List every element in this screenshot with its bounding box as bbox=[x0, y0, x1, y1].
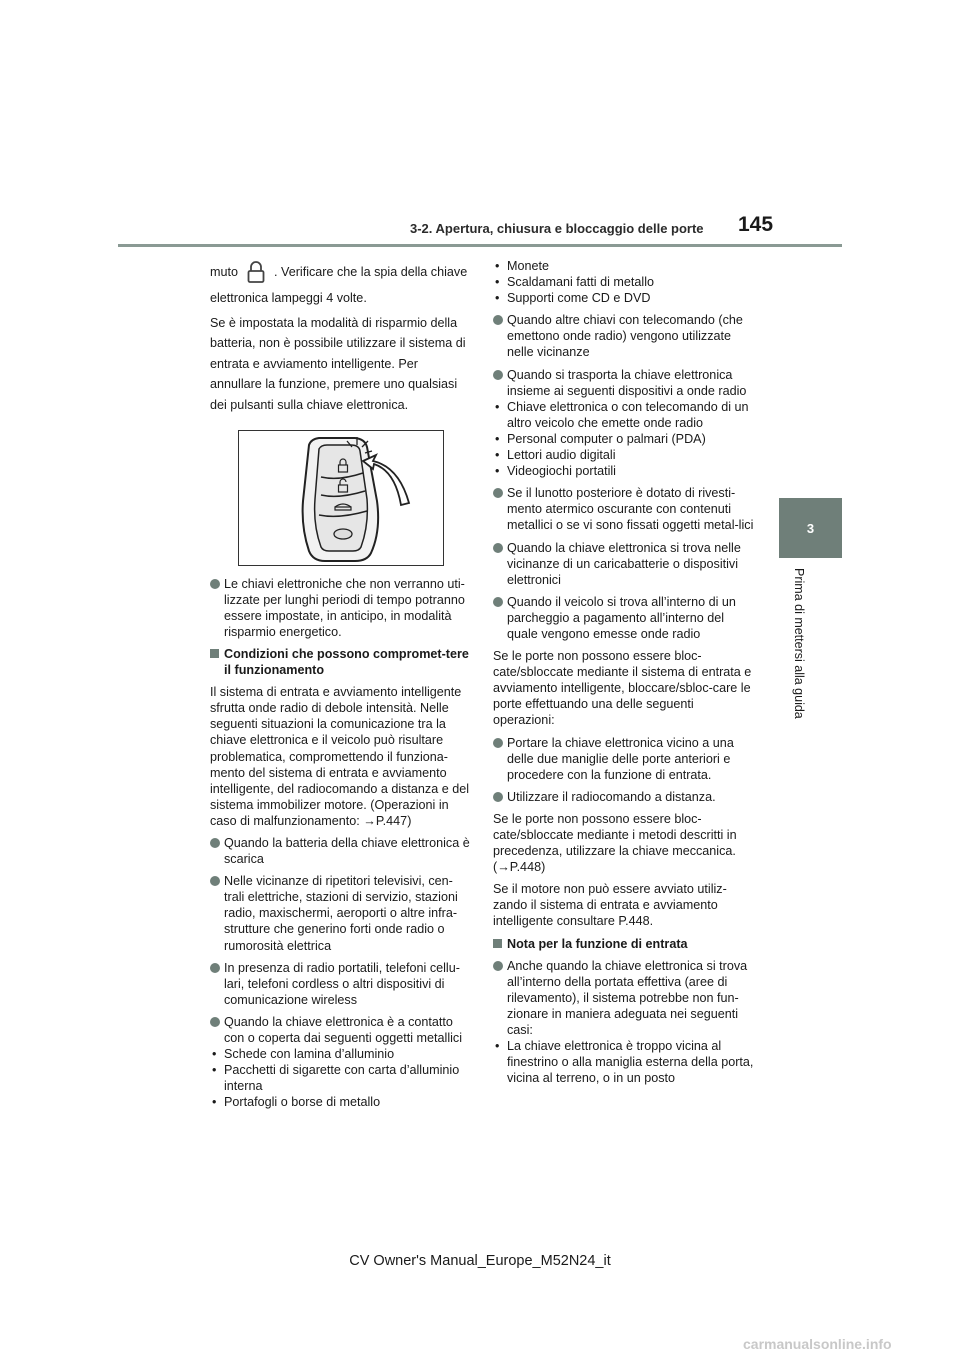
metal-items-cont-list bbox=[493, 258, 755, 306]
bullet-metal-objects bbox=[210, 1014, 472, 1111]
bullet-repeaters: Nelle vicinanze di ripetitori televisivi, cen-trali elettriche, stazioni di servizio, stazioni radio, maxischermi, aeroporti o altre infra-strutture che generino forti onde radio o rumorosità elettrica bbox=[210, 873, 472, 953]
lead-rest: elettronica lampeggi 4 volte. bbox=[210, 291, 367, 305]
bullet-entry-range bbox=[493, 958, 755, 1087]
left-column bbox=[210, 258, 472, 1110]
right-column bbox=[493, 258, 755, 1092]
chapter-number: 3 bbox=[806, 520, 815, 536]
doors-paragraph: Se le porte non possono essere bloc-cate/sbloccate mediante il sistema di entrata e avviamento intelligente, bloccare/sbloc-care le porte effettuando una delle seguenti operazioni: bbox=[493, 649, 752, 728]
bullet-unused-keys: Le chiavi elettroniche che non verranno uti-lizzate per lunghi periodi di tempo potranno essere impostate, in anticipo, in modalità risparmio energetico. bbox=[210, 576, 472, 640]
key-fob-figure bbox=[238, 430, 444, 566]
list-item: • La chiave elettronica è troppo vicina al finestrino o alla maniglia esterna della porta, vicina al terreno, o in un posto bbox=[493, 1038, 755, 1086]
page-number: 145 bbox=[738, 213, 774, 236]
mechanical-key-paragraph: Se le porte non possono essere bloc-cate/sbloccate mediante i metodi descritti in precedenza, utilizzare la chiave meccanica. (→P.448) bbox=[493, 811, 737, 875]
list-item: • Schede con lamina d’alluminio bbox=[210, 1046, 472, 1062]
bullet-entry-text: Anche quando la chiave elettronica si trova all’interno della portata effettiva (aree di rilevamento), il sistema potrebbe non fun-zionare in maniera adeguata nei seguenti casi: bbox=[507, 958, 748, 1038]
battery-save-paragraph: Se è impostata la modalità di risparmio della batteria, non è possibile utilizzare il sistema di entrata e avviamento intelligente. Per annullare la funzione, premere uno qualsiasi dei pulsanti sulla chiave elettronica. bbox=[210, 315, 466, 412]
bullet-metal-text: Quando la chiave elettronica è a contatto con o coperta dai seguenti oggetti metallici bbox=[224, 1014, 463, 1045]
list-item: • Monete bbox=[493, 258, 755, 274]
metal-items-list bbox=[210, 1046, 472, 1110]
bullet-door-handles: Portare la chiave elettronica vicino a una delle due maniglie delle porte anteriori e procedere con la funzione di entrata. bbox=[493, 735, 755, 783]
lead-line bbox=[210, 258, 472, 286]
watermark: carmanualsonline.info bbox=[743, 1336, 892, 1352]
header-rule bbox=[118, 244, 842, 247]
list-item: • Videogiochi portatili bbox=[493, 463, 755, 479]
chapter-tab bbox=[779, 498, 842, 558]
lead-before-icon: muto bbox=[210, 264, 238, 279]
carried-items-list bbox=[493, 399, 755, 479]
lead-after-icon: . Verificare che la spia della chiave bbox=[274, 264, 468, 279]
bullet-battery-low: Quando la batteria della chiave elettronica è scarica bbox=[210, 835, 472, 867]
bullet-rear-window: Se il lunotto posteriore è dotato di rivesti-mento atermico oscurante con contenuti metallici o se vi sono fissati oggetti metal-lici bbox=[493, 485, 755, 533]
bullet-carried-text: Quando si trasporta la chiave elettronica insieme ai seguenti dispositivi a onde radio bbox=[507, 367, 747, 398]
footer-manual-name: CV Owner's Manual_Europe_M52N24_it bbox=[349, 1253, 611, 1269]
bullet-charger: Quando la chiave elettronica si trova nelle vicinanze di un caricabatterie o dispositivi elettronici bbox=[493, 540, 755, 588]
bullet-remote-control: Utilizzare il radiocomando a distanza. bbox=[493, 789, 755, 805]
list-item: • Personal computer o palmari (PDA) bbox=[493, 431, 755, 447]
entry-items-list bbox=[493, 1038, 755, 1086]
bullet-carried-devices bbox=[493, 367, 755, 480]
bullet-parking: Quando il veicolo si trova all’interno di un parcheggio a pagamento all’interno del quale vengono emesse onde radio bbox=[493, 594, 755, 642]
list-item: • Chiave elettronica o con telecomando di un altro veicolo che emette onde radio bbox=[493, 399, 755, 431]
conditions-paragraph: Il sistema di entrata e avviamento intelligente sfrutta onde radio di debole intensità. Nelle seguenti situazioni la comunicazione tra la chiave elettronica e il veicolo può risultare problematica, compromettendo il funziona-mento del sistema di entrata e avviamento intelligente, del radiocomando a distanza e del sistema immobilizer motore. (Operazioni in caso di malfunzionamento: →P.447) bbox=[210, 685, 470, 828]
list-item: • Scaldamani fatti di metallo bbox=[493, 274, 755, 290]
bullet-portable-devices: In presenza di radio portatili, telefoni cellu-lari, telefoni cordless o altri dispositivi di comunicazione wireless bbox=[210, 960, 472, 1008]
list-item: • Lettori audio digitali bbox=[493, 447, 755, 463]
engine-start-paragraph: Se il motore non può essere avviato utiliz-zando il sistema di entrata e avviamento intelligente consultare P.448. bbox=[493, 882, 727, 929]
padlock-icon bbox=[244, 260, 268, 284]
list-item: • Supporti come CD e DVD bbox=[493, 290, 755, 306]
heading-conditions: Condizioni che possono compromet-tere il funzionamento bbox=[210, 646, 472, 678]
list-item: • Pacchetti di sigarette con carta d’alluminio interna bbox=[210, 1062, 472, 1094]
list-item: • Portafogli o borse di metallo bbox=[210, 1094, 472, 1110]
smart-key-fob-illustration bbox=[239, 431, 443, 565]
heading-entry-function: Nota per la funzione di entrata bbox=[493, 936, 755, 952]
section-title: 3-2. Apertura, chiusura e bloccaggio delle porte bbox=[410, 221, 704, 236]
bullet-other-keys: Quando altre chiavi con telecomando (che emettono onde radio) vengono utilizzate nelle vicinanze bbox=[493, 312, 755, 360]
chapter-title: Prima di mettersi alla guida bbox=[792, 568, 806, 719]
